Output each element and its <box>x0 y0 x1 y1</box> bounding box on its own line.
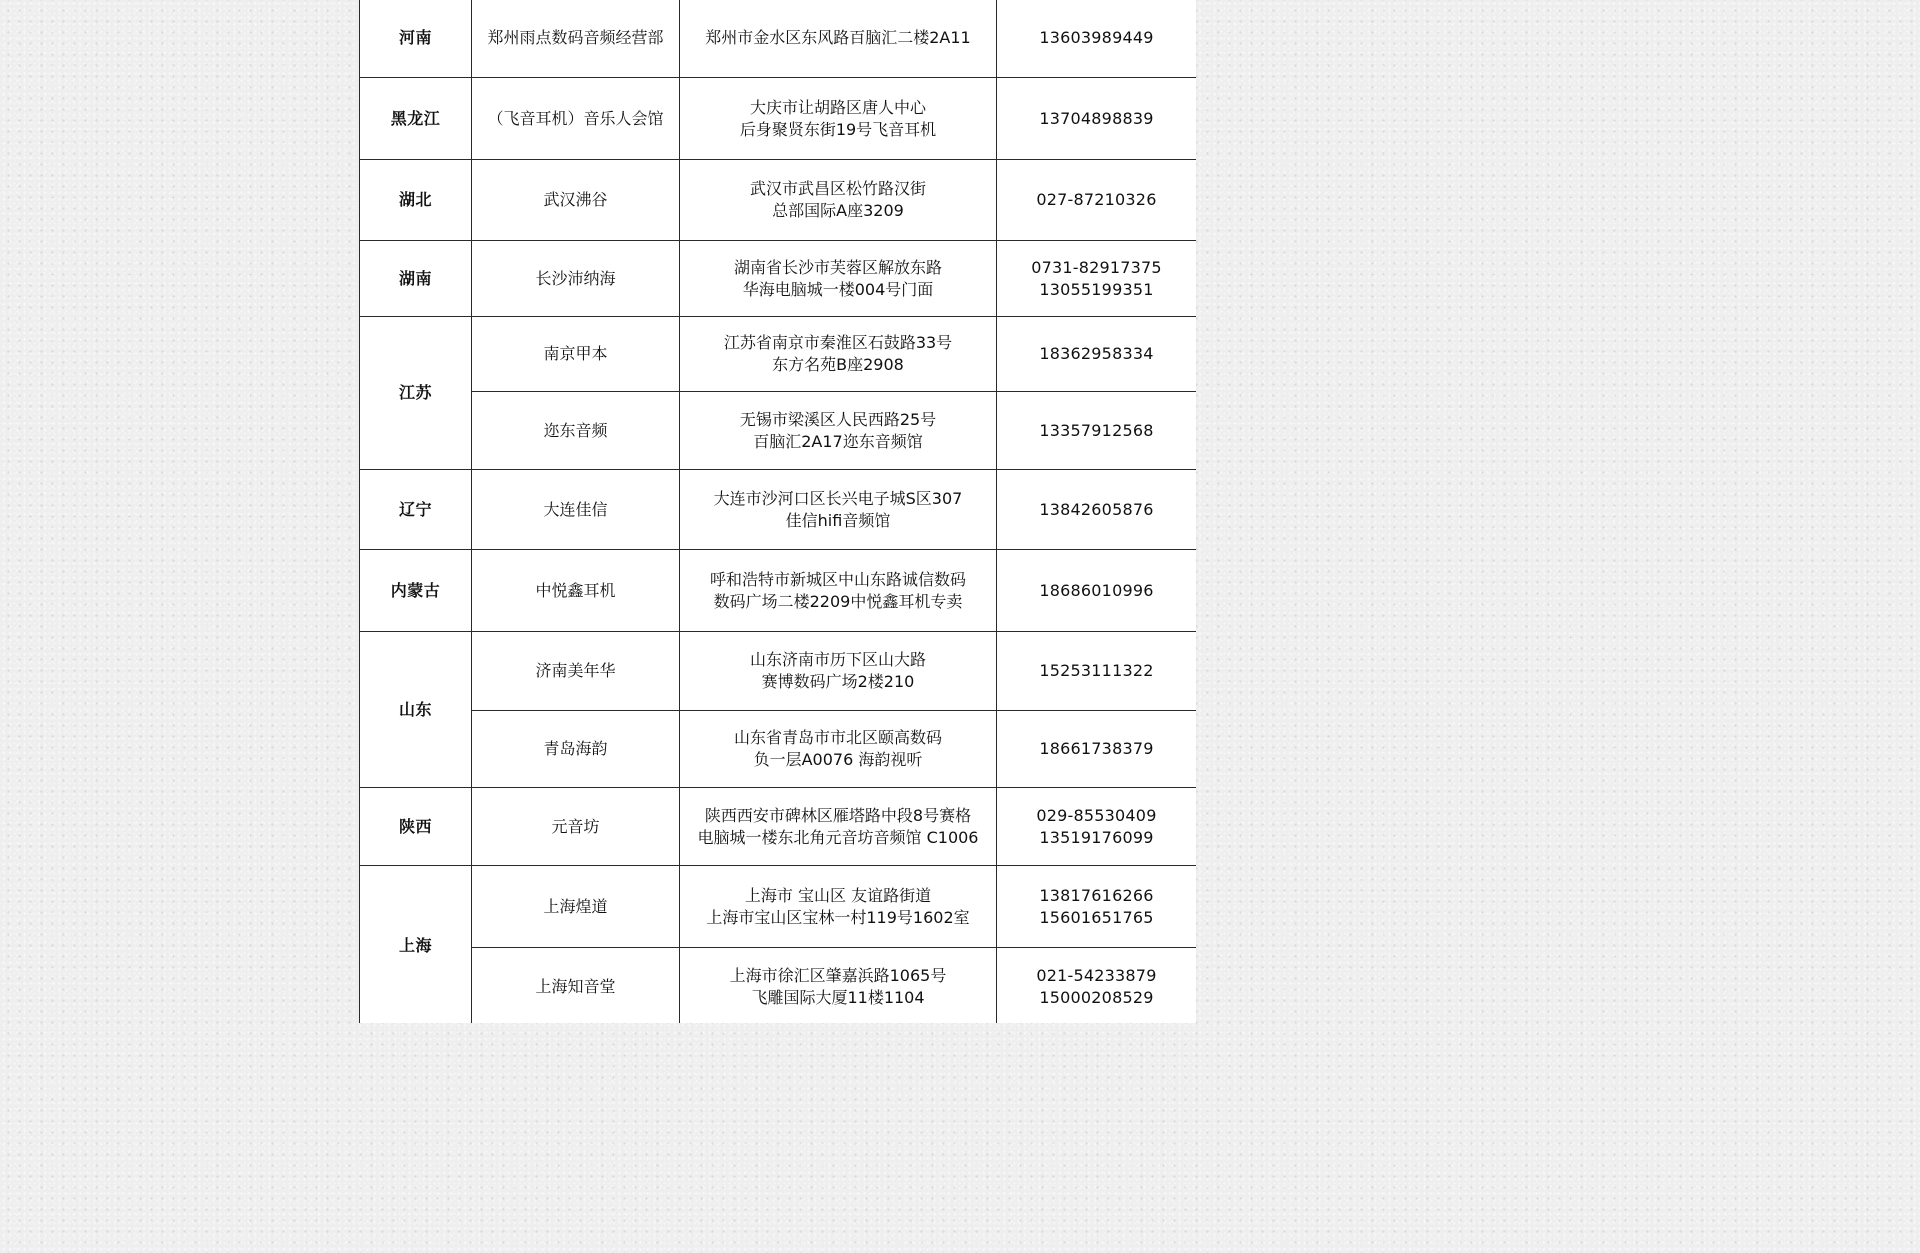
address-line: 大连市沙河口区长兴电子城S区307 <box>713 488 963 508</box>
table-row <box>360 866 1197 948</box>
phone-cell <box>997 948 1197 1024</box>
shop-name-cell: 济南美年华 <box>472 632 680 711</box>
table-row <box>360 317 1197 392</box>
province-cell: 上海 <box>360 866 472 1024</box>
province-cell: 陕西 <box>360 788 472 866</box>
shop-name-cell: 郑州雨点数码音频经营部 <box>472 0 680 78</box>
phone-number: 15253111322 <box>1039 661 1154 680</box>
table-row <box>360 392 1197 470</box>
shop-name-cell: 青岛海韵 <box>472 711 680 788</box>
shop-name-cell: 上海知音堂 <box>472 948 680 1024</box>
address-cell <box>680 78 997 160</box>
phone-number: 13817616266 <box>1039 885 1154 905</box>
address-line: 呼和浩特市新城区中山东路诚信数码 <box>709 569 966 589</box>
shop-name-cell: 大连佳信 <box>472 470 680 550</box>
table-row <box>360 160 1197 241</box>
shop-name-cell: 上海煌道 <box>472 866 680 948</box>
province-cell: 湖南 <box>360 241 472 317</box>
phone-number: 18362958334 <box>1039 344 1154 363</box>
phone-number: 13357912568 <box>1039 420 1154 440</box>
address-line: 山东省青岛市市北区颐高数码 <box>733 728 942 747</box>
address-line: 湖南省长沙市芙蓉区解放东路 <box>733 257 942 277</box>
province-cell: 内蒙古 <box>360 550 472 632</box>
address-line: 负一层A0076 海韵视听 <box>753 750 923 769</box>
address-line: 无锡市梁溪区人民西路25号 <box>739 409 937 429</box>
address-cell <box>680 317 997 392</box>
address-line: 山东济南市历下区山大路 <box>749 650 926 669</box>
address-line: 数码广场二楼2209中悦鑫耳机专卖 <box>713 591 963 611</box>
shop-name-cell: 南京甲本 <box>472 317 680 392</box>
table-row <box>360 788 1197 866</box>
table-row <box>360 78 1197 160</box>
address-line: 郑州市金水区东风路百脑汇二楼2A11 <box>705 28 971 47</box>
table-row <box>360 0 1197 78</box>
province-cell: 江苏 <box>360 317 472 470</box>
province-cell: 辽宁 <box>360 470 472 550</box>
address-line: 后身聚贤东街19号飞音耳机 <box>739 119 937 139</box>
address-line: 大庆市让胡路区唐人中心 <box>749 97 926 117</box>
address-line: 武汉市武昌区松竹路汉街 <box>749 179 926 198</box>
shop-name-cell: 长沙沛纳海 <box>472 241 680 317</box>
address-line: 上海市徐汇区肇嘉浜路1065号 <box>729 965 947 985</box>
phone-number: 0731-82917375 <box>1031 257 1162 277</box>
table-row <box>360 948 1197 1024</box>
address-line: 佳信hifi音频馆 <box>785 510 891 530</box>
phone-cell <box>997 78 1197 160</box>
phone-cell <box>997 711 1197 788</box>
phone-cell <box>997 788 1197 866</box>
phone-number: 027-87210326 <box>1036 190 1157 209</box>
phone-cell <box>997 241 1197 317</box>
address-line: 上海市 宝山区 友谊路街道 <box>744 885 932 905</box>
dealer-sheet <box>359 0 1196 1023</box>
phone-number: 18661738379 <box>1039 739 1154 758</box>
phone-number: 18686010996 <box>1039 580 1154 600</box>
shop-name-cell: 迩东音频 <box>472 392 680 470</box>
phone-number: 021-54233879 <box>1036 965 1157 985</box>
address-line: 上海市宝山区宝林一村119号1602室 <box>706 907 970 927</box>
phone-number: 13055199351 <box>1039 279 1154 299</box>
table-row <box>360 711 1197 788</box>
address-line: 赛博数码广场2楼210 <box>761 672 915 691</box>
phone-cell <box>997 160 1197 241</box>
address-line: 江苏省南京市秦淮区石鼓路33号 <box>723 333 953 352</box>
phone-cell <box>997 0 1197 78</box>
address-cell <box>680 392 997 470</box>
address-cell <box>680 788 997 866</box>
province-cell: 河南 <box>360 0 472 78</box>
table-row <box>360 632 1197 711</box>
address-cell <box>680 866 997 948</box>
province-cell: 山东 <box>360 632 472 788</box>
address-cell <box>680 160 997 241</box>
address-line: 飞雕国际大厦11楼1104 <box>751 987 925 1007</box>
address-line: 华海电脑城一楼004号门面 <box>742 279 934 299</box>
address-line: 陕西西安市碑林区雁塔路中段8号赛格 <box>704 805 972 825</box>
phone-cell <box>997 550 1197 632</box>
address-line: 电脑城一楼东北角元音坊音频馆 C1006 <box>697 827 979 847</box>
phone-number: 13519176099 <box>1039 827 1154 847</box>
province-cell: 湖北 <box>360 160 472 241</box>
phone-cell <box>997 866 1197 948</box>
address-line: 东方名苑B座2908 <box>772 355 904 374</box>
phone-number: 13603989449 <box>1039 28 1154 47</box>
table-row <box>360 241 1197 317</box>
address-cell <box>680 0 997 78</box>
phone-number: 15000208529 <box>1039 987 1154 1007</box>
address-cell <box>680 241 997 317</box>
shop-name-cell: 中悦鑫耳机 <box>472 550 680 632</box>
address-cell <box>680 470 997 550</box>
address-cell <box>680 948 997 1024</box>
address-line: 总部国际A座3209 <box>772 201 904 220</box>
province-cell: 黑龙江 <box>360 78 472 160</box>
phone-cell <box>997 632 1197 711</box>
phone-cell <box>997 470 1197 550</box>
address-cell <box>680 711 997 788</box>
dealer-table <box>359 0 1196 1023</box>
phone-cell <box>997 392 1197 470</box>
shop-name-cell: 武汉沸谷 <box>472 160 680 241</box>
phone-number: 13704898839 <box>1039 108 1154 128</box>
address-cell <box>680 550 997 632</box>
address-cell <box>680 632 997 711</box>
phone-number: 029-85530409 <box>1036 805 1157 825</box>
table-row <box>360 470 1197 550</box>
shop-name-cell: 元音坊 <box>472 788 680 866</box>
address-line: 百脑汇2A17迩东音频馆 <box>753 431 923 451</box>
shop-name-cell: （飞音耳机）音乐人会馆 <box>472 78 680 160</box>
phone-number: 15601651765 <box>1039 907 1154 927</box>
phone-number: 13842605876 <box>1039 499 1154 519</box>
phone-cell <box>997 317 1197 392</box>
table-row <box>360 550 1197 632</box>
